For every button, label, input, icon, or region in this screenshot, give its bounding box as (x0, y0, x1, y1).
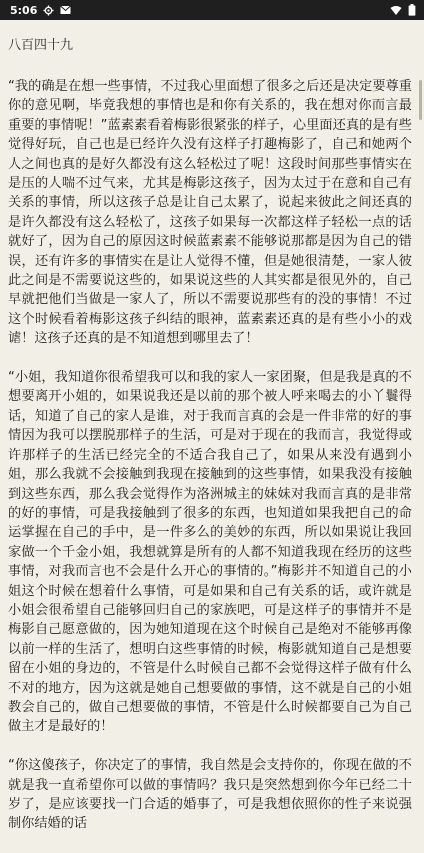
clock: 5:06 (10, 3, 38, 17)
paragraph: “小姐，我知道你很希望我可以和我的家人一家团聚，但是我是真的不想要离开小姐的，如果说我还是以前的那个被人呼来喝去的小丫鬟得话，知道了自己的家人是谁，对于我而言真的会是一件非常的好的事情因为我可以摆脱那样子的生活，可是对于现在的我而言，我觉得或许那样子的生活已经完全的不适合我自己了，如果从来没有遇到小姐，那么我就不会接触到我现在接触到的这些事情，如果我没有接触到这些东西，那么我会觉得作为洛洲城主的妹妹对我而言真的是非常的好的事情，可是我接触到了很多的东西，也知道如果我把自己的命运掌握在自己的手中，是一件多么的美妙的东西，所以如果说让我回家做一个千金小姐，我想就算是所有的人都不知道我现在经历的这些事情，对我而言也不会是什么开心的事情的。”梅影并不知道自己的小姐这个时候在想着什么事情，可是如果和自己有关系的话，或许就是小姐会很希望自己能够回归自己的家族吧，可是这样子的事情并不是梅影自己愿意做的，因为她知道现在这个时候自己是绝对不能够再像以前一样的生活了，想明白这些事情的时候，梅影就知道自己是想要留在小姐的身边的，不管是什么时候自己都不会觉得这样子做有什么不对的地方，因为这就是她自己想要做的事情，这不就是自己的小姐教会自己的，做自己想要做的事情，不管是什么时候都要自己为自己做主才是最好的！ (8, 370, 412, 735)
scroll-indicator[interactable] (419, 80, 422, 120)
status-left (10, 4, 71, 17)
status-right (390, 4, 416, 16)
paragraph: “我的确是在想一些事情，不过我心里面想了很多之后还是决定要尊重你的意见啊，毕竟我想的事情也是和你有关系的，我在想对你而言最重要的事情呢！”蓝素素看着梅影很紧张的样子，心里面还真的是有些觉得好玩，自己也是已经许久没有这样子打趣梅影了，自己和她两个人之间也真的是好久都没有这么轻松过了呢！这段时间那些事情实在是压的人喘不过气来，尤其是梅影这孩子，因为太过于在意和自己有关系的事情，所以这孩子总是让自己太累了，说起来彼此之间还真的是许久都没有这么轻松了，这孩子如果每一次都这样子轻松一点的话就好了，因为自己的原因这时候蓝素素不能够说那都是因为自己的错误，还有许多的事情实在是让人觉得不懂，但是她很清楚，一家人彼此之间是不需要说这些的，如果说这些的人其实都是很见外的，自己早就把他们当做是一家人了，所以不需要说那些有的没的事情！不过这个时候看着梅影这孩子纠结的眼神，蓝素素还真的是有些小小的戏谑！这孩子还真的是不知道想到哪里去了！ (8, 79, 412, 347)
battery-icon (408, 4, 416, 16)
status-bar (0, 0, 424, 20)
chapter-content (8, 77, 412, 853)
paragraph: “你这傻孩子，你决定了的事情，我自然是会支持你的，你现在做的不就是我一直希望你可以做的事情吗？我只是突然想到你今年已经二十岁了，是应该要找一门合适的婚事了，可是我想依照你的性子来说强制你结婚的话 (8, 758, 412, 832)
chapter-title: 八百四十九 (8, 38, 74, 53)
mail-icon (60, 5, 71, 15)
wifi-icon (390, 5, 402, 16)
reader-view[interactable] (0, 20, 424, 832)
settings-icon (43, 5, 54, 16)
